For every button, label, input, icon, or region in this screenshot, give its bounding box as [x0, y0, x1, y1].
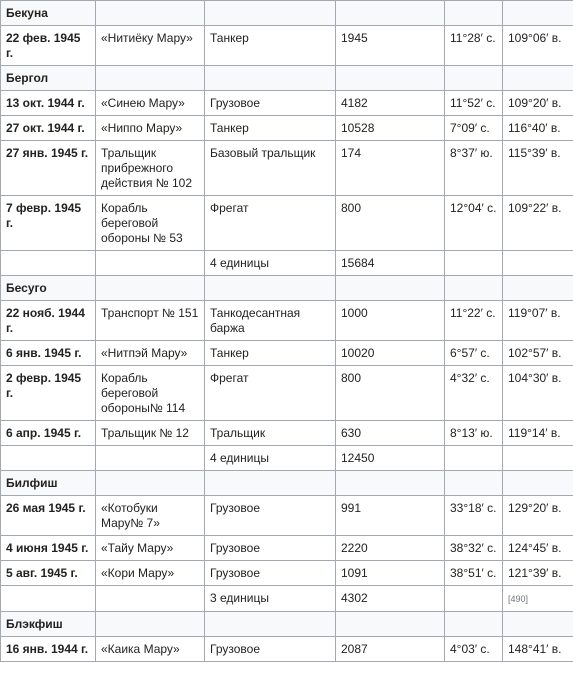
tonnage-cell: 630 [336, 421, 445, 446]
ship-name-cell: «Синею Мару» [96, 91, 205, 116]
sinking-row [1, 91, 573, 116]
latitude-cell: 11°52′ с. [445, 91, 503, 116]
tonnage-cell: 10020 [336, 341, 445, 366]
latitude-cell: 6°57′ с. [445, 341, 503, 366]
longitude-cell: 129°20′ в. [503, 496, 573, 536]
ship-name-cell: Корабль береговой обороны № 53 [96, 196, 205, 251]
empty-cell [96, 276, 205, 301]
submarine-row [1, 276, 573, 301]
latitude-cell: 38°51′ с. [445, 561, 503, 586]
total-row [1, 251, 573, 276]
total-row [1, 446, 573, 471]
sinking-row [1, 561, 573, 586]
empty-cell [503, 66, 573, 91]
longitude-cell: 121°39′ в. [503, 561, 573, 586]
tonnage-cell: 1000 [336, 301, 445, 341]
empty-cell [1, 586, 96, 612]
latitude-cell: 33°18′ с. [445, 496, 503, 536]
tonnage-cell: 174 [336, 141, 445, 196]
latitude-cell: 8°13′ ю. [445, 421, 503, 446]
latitude-cell: 8°37′ ю. [445, 141, 503, 196]
ship-type-cell: Танкер [205, 116, 336, 141]
ship-type-cell: Фрегат [205, 366, 336, 421]
sinking-row [1, 496, 573, 536]
empty-cell [503, 471, 573, 496]
total-tonnage-cell: 15684 [336, 251, 445, 276]
longitude-cell: 148°41′ в. [503, 637, 573, 662]
total-row [1, 586, 573, 612]
empty-cell [503, 1, 573, 26]
longitude-cell: 109°06′ в. [503, 26, 573, 66]
empty-cell [445, 1, 503, 26]
ship-type-cell: Грузовое [205, 91, 336, 116]
tonnage-cell: 1945 [336, 26, 445, 66]
empty-cell [96, 251, 205, 276]
ship-name-cell: «Кори Мару» [96, 561, 205, 586]
ship-name-cell: Тральщик прибрежного действия № 102 [96, 141, 205, 196]
latitude-cell: 11°22′ с. [445, 301, 503, 341]
empty-cell [445, 612, 503, 637]
total-tonnage-cell: 12450 [336, 446, 445, 471]
ship-name-cell: «Нитпэй Мару» [96, 341, 205, 366]
ship-type-cell: Танкодесантная баржа [205, 301, 336, 341]
date-cell: 27 окт. 1944 г. [1, 116, 96, 141]
longitude-cell: 104°30′ в. [503, 366, 573, 421]
empty-cell [96, 446, 205, 471]
submarine-row [1, 471, 573, 496]
tonnage-cell: 2087 [336, 637, 445, 662]
ship-name-cell: «Нитиёку Мару» [96, 26, 205, 66]
empty-cell [445, 471, 503, 496]
empty-cell [96, 586, 205, 612]
submarine-row [1, 1, 573, 26]
date-cell: 13 окт. 1944 г. [1, 91, 96, 116]
longitude-cell: 115°39′ в. [503, 141, 573, 196]
submarine-row [1, 66, 573, 91]
longitude-cell: 119°07′ в. [503, 301, 573, 341]
sinking-row [1, 301, 573, 341]
tonnage-cell: 4182 [336, 91, 445, 116]
empty-cell [96, 66, 205, 91]
date-cell: 26 мая 1945 г. [1, 496, 96, 536]
empty-cell [336, 1, 445, 26]
empty-cell [205, 66, 336, 91]
tonnage-cell: 10528 [336, 116, 445, 141]
empty-cell [205, 471, 336, 496]
empty-cell [336, 612, 445, 637]
longitude-cell: 116°40′ в. [503, 116, 573, 141]
date-cell: 16 янв. 1944 г. [1, 637, 96, 662]
total-units-cell: 4 единицы [205, 446, 336, 471]
date-cell: 22 фев. 1945 г. [1, 26, 96, 66]
ship-name-cell: «Каика Мару» [96, 637, 205, 662]
empty-cell [96, 1, 205, 26]
latitude-cell: 12°04′ с. [445, 196, 503, 251]
submarine-name: Билфиш [1, 471, 96, 496]
ship-type-cell: Грузовое [205, 637, 336, 662]
tonnage-cell: 1091 [336, 561, 445, 586]
date-cell: 5 авг. 1945 г. [1, 561, 96, 586]
date-cell: 22 нояб. 1944 г. [1, 301, 96, 341]
empty-cell [205, 1, 336, 26]
sinking-row [1, 116, 573, 141]
empty-cell [503, 612, 573, 637]
tonnage-cell: 991 [336, 496, 445, 536]
date-cell: 2 февр. 1945 г. [1, 366, 96, 421]
submarine-name: Бесуго [1, 276, 96, 301]
submarine-name: Бергол [1, 66, 96, 91]
reference-link[interactable]: [490] [508, 594, 529, 604]
date-cell: 7 февр. 1945 г. [1, 196, 96, 251]
sinking-row [1, 421, 573, 446]
submarine-name: Блэкфиш [1, 612, 96, 637]
sinking-row [1, 26, 573, 66]
ship-name-cell: Корабль береговой обороны№ 114 [96, 366, 205, 421]
submarine-row [1, 612, 573, 637]
ship-name-cell: Транспорт № 151 [96, 301, 205, 341]
tonnage-cell: 800 [336, 196, 445, 251]
sinking-row [1, 637, 573, 662]
ship-type-cell: Базовый тральщик [205, 141, 336, 196]
empty-cell [96, 471, 205, 496]
longitude-cell: 109°20′ в. [503, 91, 573, 116]
latitude-cell: 38°32′ с. [445, 536, 503, 561]
longitude-cell: 109°22′ в. [503, 196, 573, 251]
submarine-name: Бекуна [1, 1, 96, 26]
longitude-cell: 102°57′ в. [503, 341, 573, 366]
empty-cell [1, 251, 96, 276]
sinking-row [1, 196, 573, 251]
ship-name-cell: Тральщик № 12 [96, 421, 205, 446]
ship-name-cell: «Котобуки Мару№ 7» [96, 496, 205, 536]
reference-cell [503, 251, 573, 276]
ship-name-cell: «Ниппо Мару» [96, 116, 205, 141]
ship-type-cell: Фрегат [205, 196, 336, 251]
ship-type-cell: Грузовое [205, 536, 336, 561]
tonnage-cell: 800 [336, 366, 445, 421]
empty-cell [445, 586, 503, 612]
sinking-row [1, 366, 573, 421]
empty-cell [336, 276, 445, 301]
ship-type-cell: Танкер [205, 26, 336, 66]
sinking-row [1, 141, 573, 196]
ship-type-cell: Грузовое [205, 561, 336, 586]
empty-cell [445, 66, 503, 91]
ship-name-cell: «Тайу Мару» [96, 536, 205, 561]
total-units-cell: 3 единицы [205, 586, 336, 612]
empty-cell [503, 276, 573, 301]
reference-cell [503, 586, 573, 612]
ship-type-cell: Тральщик [205, 421, 336, 446]
total-units-cell: 4 единицы [205, 251, 336, 276]
empty-cell [445, 276, 503, 301]
empty-cell [336, 66, 445, 91]
date-cell: 27 янв. 1945 г. [1, 141, 96, 196]
empty-cell [205, 612, 336, 637]
ship-type-cell: Танкер [205, 341, 336, 366]
longitude-cell: 124°45′ в. [503, 536, 573, 561]
empty-cell [336, 471, 445, 496]
tonnage-cell: 2220 [336, 536, 445, 561]
empty-cell [445, 446, 503, 471]
reference-cell [503, 446, 573, 471]
latitude-cell: 11°28′ с. [445, 26, 503, 66]
date-cell: 6 апр. 1945 г. [1, 421, 96, 446]
latitude-cell: 4°32′ с. [445, 366, 503, 421]
empty-cell [96, 612, 205, 637]
sinking-row [1, 341, 573, 366]
empty-cell [205, 276, 336, 301]
date-cell: 6 янв. 1945 г. [1, 341, 96, 366]
sinking-row [1, 536, 573, 561]
latitude-cell: 4°03′ с. [445, 637, 503, 662]
table-body [1, 1, 573, 662]
longitude-cell: 119°14′ в. [503, 421, 573, 446]
ship-type-cell: Грузовое [205, 496, 336, 536]
empty-cell [1, 446, 96, 471]
total-tonnage-cell: 4302 [336, 586, 445, 612]
latitude-cell: 7°09′ с. [445, 116, 503, 141]
empty-cell [445, 251, 503, 276]
date-cell: 4 июня 1945 г. [1, 536, 96, 561]
